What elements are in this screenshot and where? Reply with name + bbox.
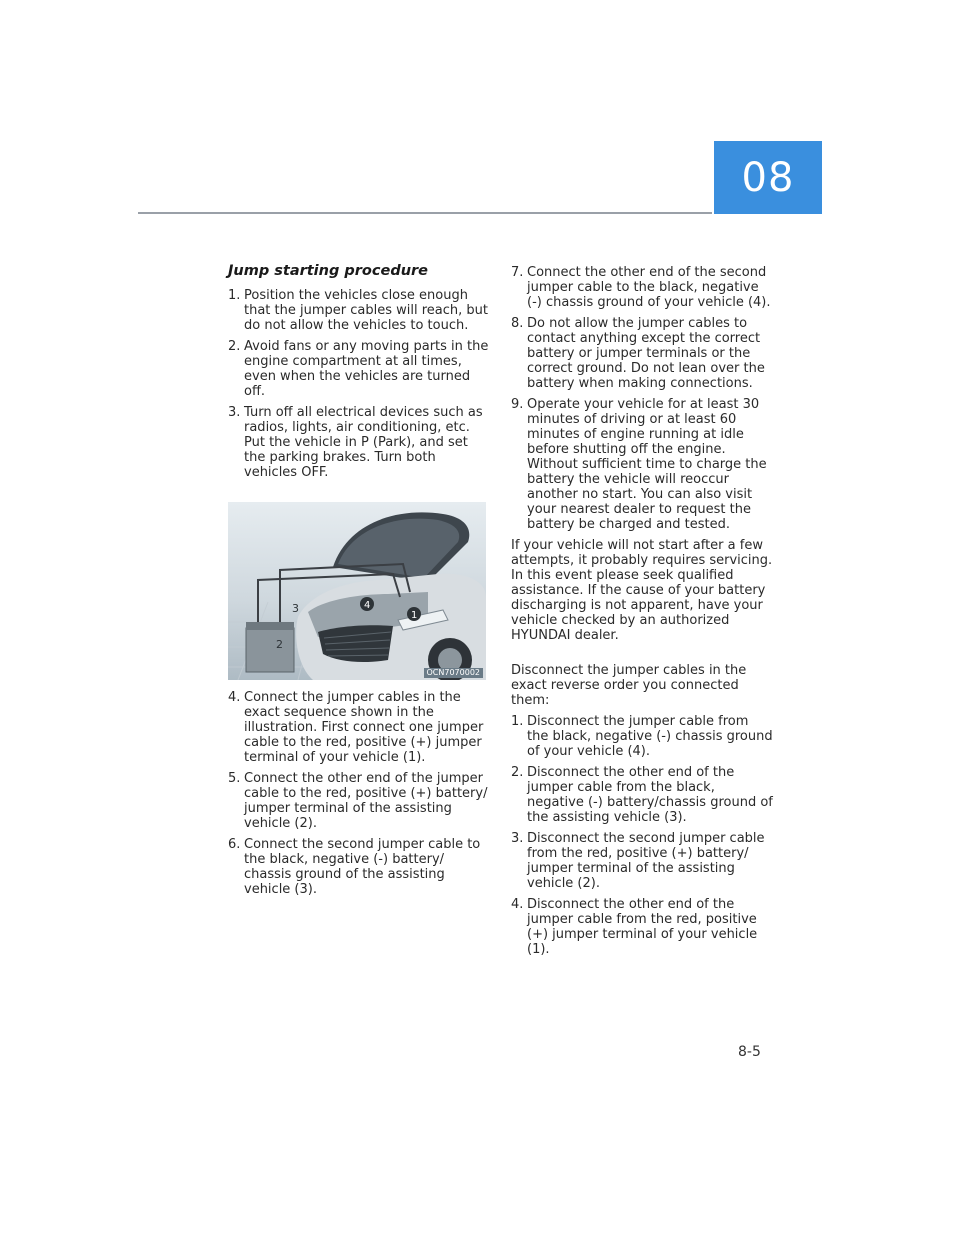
jump-start-illustration bbox=[228, 502, 486, 680]
list-item bbox=[228, 771, 490, 831]
step-text: Connect the jumper cables in the exact sequence shown in the illustration. First connect one jumper cable to the red, positive (+) jumper terminal of your vehicle (1). bbox=[244, 690, 484, 765]
step-number: 2. bbox=[228, 339, 241, 354]
car-jumper-illustration bbox=[228, 502, 486, 680]
step-text: Connect the other end of the jumper cable to the red, positive (+) battery/ jumper terminal of the assisting vehicle (2). bbox=[244, 771, 488, 831]
callout-2: 2 bbox=[276, 638, 283, 651]
figure-code: OCN7070002 bbox=[424, 668, 484, 678]
list-item bbox=[511, 765, 773, 825]
servicing-paragraph: If your vehicle will not start after a few attempts, it probably requires servicing. In this event please seek qualified assistance. If the cause of your battery discharging is not apparent, have your vehicle checked by an authorized HYUNDAI dealer. bbox=[511, 538, 773, 643]
list-item bbox=[511, 714, 773, 759]
list-item bbox=[228, 288, 490, 333]
list-item bbox=[511, 831, 773, 891]
step-number: 2. bbox=[511, 765, 524, 780]
step-text: Connect the second jumper cable to the black, negative (-) battery/ chassis ground of the assisting vehicle (3). bbox=[244, 837, 481, 897]
step-text: Avoid fans or any moving parts in the engine compartment at all times, even when the vehicles are turned off. bbox=[244, 339, 489, 399]
callout-1: 1 bbox=[411, 610, 418, 621]
step-text: Position the vehicles close enough that the jumper cables will reach, but do not allow the vehicles to touch. bbox=[244, 288, 488, 333]
step-text: Disconnect the second jumper cable from the red, positive (+) battery/ jumper terminal of the assisting vehicle (2). bbox=[527, 831, 765, 891]
list-item bbox=[228, 405, 490, 480]
disconnect-intro: Disconnect the jumper cables in the exact reverse order you connected them: bbox=[511, 663, 747, 708]
step-number: 6. bbox=[228, 837, 241, 852]
step-text: Do not allow the jumper cables to contact anything except the correct battery or jumper terminals or the correct ground. Do not lean over the battery when making connections. bbox=[527, 316, 765, 391]
chapter-number: 08 bbox=[741, 154, 795, 201]
step-number: 3. bbox=[228, 405, 241, 420]
list-item bbox=[228, 837, 490, 897]
step-number: 1. bbox=[511, 714, 524, 729]
step-number: 9. bbox=[511, 397, 524, 412]
step-text: Disconnect the other end of the jumper cable from the black, negative (-) battery/chassis ground of the assisting vehicle (3). bbox=[527, 765, 773, 825]
list-item bbox=[511, 397, 773, 532]
step-text: Turn off all electrical devices such as radios, lights, air conditioning, etc. Put the vehicle in P (Park), and set the parking brakes. Turn both vehicles OFF. bbox=[244, 405, 483, 480]
step-number: 3. bbox=[511, 831, 524, 846]
callout-3: 3 bbox=[292, 602, 299, 615]
step-number: 4. bbox=[511, 897, 524, 912]
disconnect-steps-list bbox=[511, 714, 773, 957]
right-column bbox=[511, 265, 773, 963]
step-number: 5. bbox=[228, 771, 241, 786]
step-text: Operate your vehicle for at least 30 minutes of driving or at least 60 minutes of engine running at idle before shutting off the engine. Without sufficient time to charge the battery the vehicle will reoccur another no start. You can also visit your nearest dealer to request the battery be charged and tested. bbox=[527, 397, 767, 532]
list-item bbox=[511, 265, 773, 310]
step-number: 4. bbox=[228, 690, 241, 705]
steps-list-7-9 bbox=[511, 265, 773, 532]
chapter-tab bbox=[714, 141, 822, 214]
step-text: Disconnect the jumper cable from the black, negative (-) chassis ground of your vehicle (4). bbox=[527, 714, 773, 759]
steps-list-1-3 bbox=[228, 288, 490, 480]
callout-4: 4 bbox=[364, 600, 371, 611]
step-text: Disconnect the other end of the jumper cable from the red, positive (+) jumper terminal of your vehicle (1). bbox=[527, 897, 758, 957]
left-column bbox=[228, 264, 490, 903]
list-item bbox=[228, 339, 490, 399]
step-number: 8. bbox=[511, 316, 524, 331]
step-text: Connect the other end of the second jumper cable to the black, negative (-) chassis ground of your vehicle (4). bbox=[527, 265, 771, 310]
page-number: 8-5 bbox=[738, 1044, 761, 1060]
step-number: 1. bbox=[228, 288, 241, 303]
step-number: 7. bbox=[511, 265, 524, 280]
steps-list-4-6 bbox=[228, 690, 490, 897]
section-title: Jump starting procedure bbox=[228, 263, 429, 279]
list-item bbox=[511, 316, 773, 391]
header-rule bbox=[138, 212, 712, 214]
list-item bbox=[228, 690, 490, 765]
list-item bbox=[511, 897, 773, 957]
